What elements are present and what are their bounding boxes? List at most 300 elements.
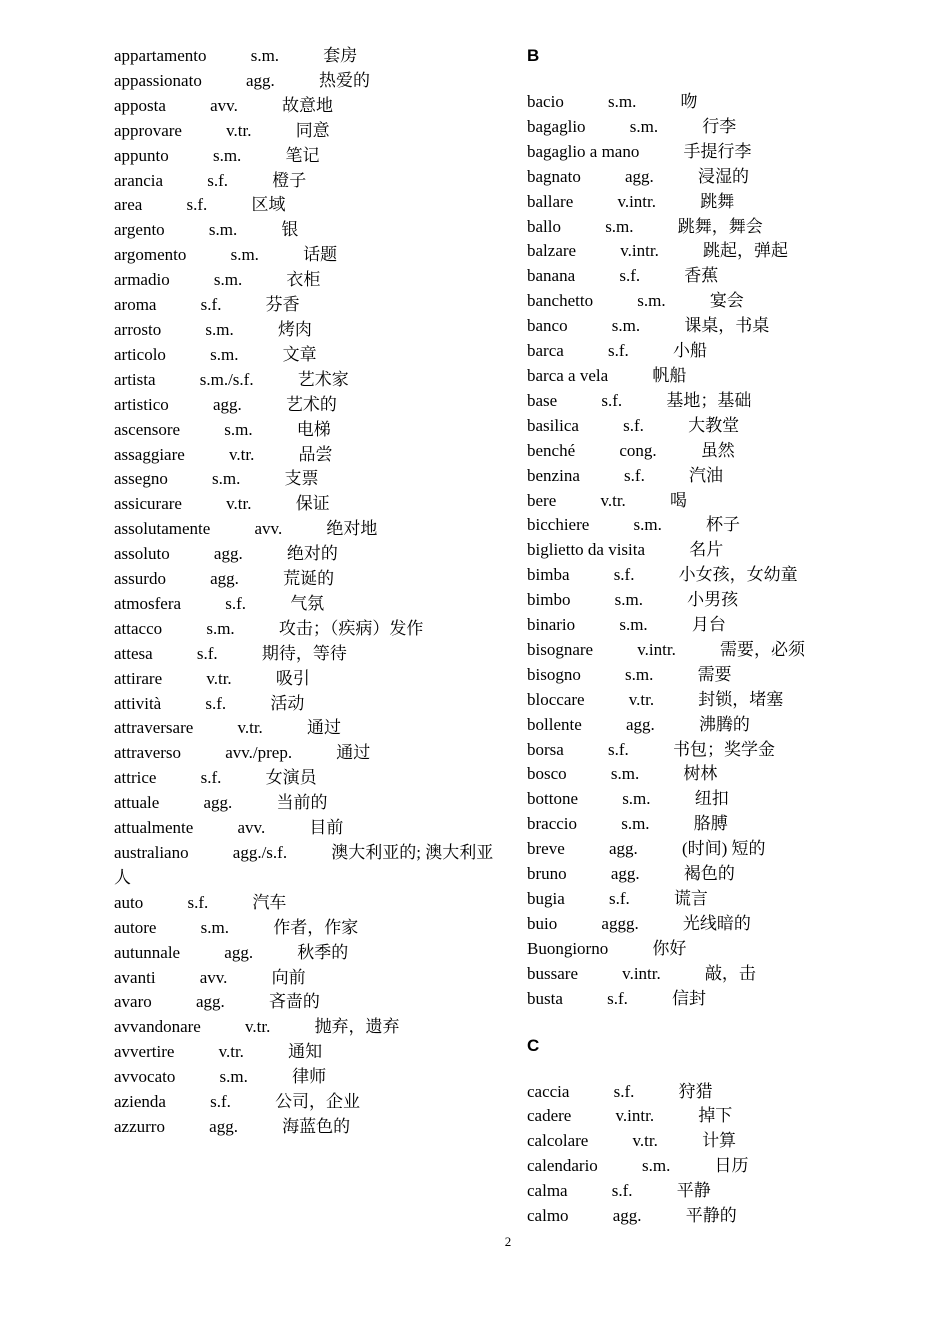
dictionary-entry (114, 467, 494, 492)
entry-word: assaggiare (114, 444, 185, 464)
entry-meaning: 名片 (689, 540, 724, 560)
entry-part-of-speech: v.tr. (218, 1042, 244, 1062)
entry-part-of-speech: s.m. (605, 216, 634, 236)
entry-word: bollente (527, 714, 582, 734)
entry-meaning: 日历 (714, 1156, 749, 1176)
entry-meaning: 故意地 (282, 95, 334, 115)
entry-word: Buongiorno (527, 938, 609, 958)
entry-meaning: 大教堂 (688, 415, 740, 435)
entry-meaning: 澳大利亚的; 澳大利亚人 (114, 843, 494, 887)
dictionary-entry (114, 393, 494, 418)
dictionary-entry (527, 464, 887, 489)
dictionary-entry (114, 766, 494, 791)
dictionary-entry (527, 1104, 887, 1129)
entry-meaning: 虽然 (700, 440, 735, 460)
entry-meaning: 品尝 (298, 444, 333, 464)
entry-meaning: 你好 (652, 938, 687, 958)
entry-part-of-speech: s.m. (629, 116, 659, 136)
entry-part-of-speech: v.intr. (617, 191, 657, 211)
section-spacer (527, 1012, 887, 1034)
entry-word: bosco (527, 764, 567, 784)
dictionary-entry (114, 492, 494, 517)
entry-part-of-speech: v.tr. (245, 1017, 271, 1037)
dictionary-entry (114, 243, 494, 268)
dictionary-entry (527, 289, 887, 314)
dictionary-entry (527, 1129, 887, 1154)
entry-part-of-speech: s.m. (212, 469, 241, 489)
dictionary-entry (114, 990, 494, 1015)
entry-word: armadio (114, 270, 170, 290)
entry-meaning: 当前的 (276, 793, 328, 813)
entry-meaning: 跳起，弹起 (703, 241, 789, 261)
entry-word: ascensore (114, 419, 181, 439)
entry-meaning: 话题 (303, 245, 338, 265)
entry-meaning: 纽扣 (694, 789, 729, 809)
dictionary-entry (527, 563, 887, 588)
section-c-list (527, 1080, 887, 1229)
entry-part-of-speech: avv. (254, 519, 283, 539)
entry-word: barca a vela (527, 365, 609, 385)
dictionary-entry (527, 887, 887, 912)
entry-meaning: 通过 (336, 743, 371, 763)
dictionary-entry (527, 538, 887, 563)
dictionary-entry (114, 741, 494, 766)
dictionary-entry (527, 987, 887, 1012)
dictionary-entry (114, 816, 494, 841)
entry-part-of-speech: agg. (246, 70, 275, 90)
dictionary-entry (114, 642, 494, 667)
entry-part-of-speech: s.m. (213, 270, 243, 290)
dictionary-entry (527, 962, 887, 987)
entry-word: bloccare (527, 689, 585, 709)
dictionary-entry (114, 891, 494, 916)
dictionary-entry (114, 144, 494, 169)
entry-word: assicurare (114, 494, 182, 514)
entry-word: avvandonare (114, 1017, 201, 1037)
entry-meaning: 向前 (271, 967, 306, 987)
entry-meaning: 汽油 (689, 465, 724, 485)
dictionary-entry (114, 343, 494, 368)
entry-meaning: 银 (281, 220, 299, 240)
entry-part-of-speech: agg. (195, 992, 225, 1012)
entry-meaning: 女演员 (265, 768, 317, 788)
entry-part-of-speech: s.m. (611, 316, 641, 336)
dictionary-entry (527, 389, 887, 414)
entry-meaning: 攻击；（疾病）发作 (278, 618, 424, 638)
entry-word: azienda (114, 1092, 166, 1112)
dictionary-entry (527, 165, 887, 190)
entry-word: avaro (114, 992, 152, 1012)
entry-meaning: 香蕉 (684, 266, 719, 286)
entry-meaning: 荒诞的 (283, 569, 335, 589)
entry-part-of-speech: s.m. (219, 1067, 248, 1087)
entry-word: avanti (114, 967, 156, 987)
entry-meaning: 艺术家 (297, 369, 349, 389)
entry-meaning: 狩猎 (678, 1081, 713, 1101)
right-column (527, 44, 887, 1229)
dictionary-entry (114, 567, 494, 592)
dictionary-entry (114, 617, 494, 642)
entry-meaning: 绝对的 (286, 544, 338, 564)
entry-meaning: 海蓝色的 (282, 1116, 351, 1136)
entry-part-of-speech: s.f. (210, 1092, 231, 1112)
entry-meaning: 平静的 (685, 1206, 737, 1226)
entry-word: binario (527, 615, 576, 635)
entry-word: assegno (114, 469, 168, 489)
entry-meaning: 笔记 (285, 145, 320, 165)
entry-part-of-speech: s.f. (601, 390, 623, 410)
entry-word: arrosto (114, 319, 162, 339)
entry-meaning: 支票 (284, 469, 319, 489)
entry-word: appartamento (114, 46, 207, 65)
entry-word: banana (527, 266, 576, 286)
entry-meaning: 跳舞 (700, 191, 735, 211)
entry-part-of-speech: s.f. (624, 465, 645, 485)
entry-word: assoluto (114, 544, 170, 564)
entry-meaning: 封锁，堵塞 (698, 689, 784, 709)
dictionary-entry (114, 916, 494, 941)
dictionary-entry (114, 1065, 494, 1090)
dictionary-entry (114, 218, 494, 243)
dictionary-entry (527, 1204, 887, 1229)
dictionary-entry (527, 439, 887, 464)
entry-part-of-speech: s.m. (633, 515, 662, 535)
entry-meaning: 吻 (680, 92, 698, 111)
dictionary-entry (527, 190, 887, 215)
entry-word: benzina (527, 465, 580, 485)
dictionary-entry (527, 414, 887, 439)
entry-part-of-speech: s.m. (621, 814, 650, 834)
entry-part-of-speech: s.f. (613, 1081, 635, 1101)
entry-part-of-speech: s.f. (200, 768, 222, 788)
entry-meaning: 衣柜 (286, 270, 321, 290)
section-heading-c: C (527, 1035, 540, 1055)
entry-word: attrice (114, 768, 157, 788)
entry-meaning: 同意 (295, 120, 330, 140)
entry-part-of-speech: s.m. (250, 46, 280, 65)
entry-word: bagaglio (527, 116, 586, 136)
entry-part-of-speech: agg. (612, 1206, 642, 1226)
dictionary-entry (114, 1115, 494, 1140)
entry-meaning: 芬香 (265, 295, 300, 315)
entry-meaning: 需要 (697, 664, 732, 684)
entry-meaning: 基地；基础 (666, 390, 752, 410)
entry-part-of-speech: avv. (210, 95, 238, 115)
entry-word: australiano (114, 843, 189, 862)
entry-word: autore (114, 917, 157, 937)
entry-part-of-speech: v.tr. (632, 1131, 658, 1151)
entry-meaning: 需要，必须 (720, 639, 806, 659)
dictionary-entry (527, 513, 887, 538)
dictionary-entry (114, 1040, 494, 1065)
entry-word: aroma (114, 295, 157, 315)
dictionary-entry (527, 314, 887, 339)
entry-meaning: 月台 (691, 615, 726, 635)
entry-word: banco (527, 316, 568, 336)
entry-part-of-speech: s.f. (187, 892, 209, 912)
entry-part-of-speech: s.f. (608, 341, 629, 361)
entry-meaning: 手提行李 (683, 141, 752, 161)
entry-meaning: 保证 (295, 494, 330, 514)
entry-word: bagnato (527, 166, 581, 186)
entry-word: bicchiere (527, 515, 590, 535)
dictionary-entry (114, 94, 494, 119)
entry-part-of-speech: s.f. (623, 415, 644, 435)
entry-part-of-speech: v.intr. (622, 963, 661, 983)
dictionary-entry (527, 1179, 887, 1204)
entry-part-of-speech: s.f. (200, 295, 222, 315)
entry-word: caccia (527, 1081, 570, 1101)
dictionary-entry (527, 239, 887, 264)
section-b-list (527, 90, 887, 1012)
dictionary-entry (527, 613, 887, 638)
entry-meaning: 小女孩，女幼童 (678, 565, 798, 585)
entry-part-of-speech: v.tr. (600, 490, 626, 510)
dictionary-entry (527, 489, 887, 514)
entry-part-of-speech: v.tr. (229, 444, 255, 464)
entry-meaning: 喝 (669, 490, 687, 510)
entry-meaning: 吝啬的 (268, 992, 320, 1012)
entry-meaning: 秋季的 (297, 942, 349, 962)
entry-word: bugia (527, 889, 565, 908)
entry-meaning: 宴会 (709, 291, 744, 311)
section-spacer (527, 68, 887, 90)
entry-word: buio (527, 913, 558, 933)
dictionary-entry (114, 1015, 494, 1040)
entry-meaning: 绝对地 (326, 519, 378, 539)
entry-meaning: 沸腾的 (698, 714, 750, 734)
entry-word: bagaglio a mano (527, 141, 640, 161)
dictionary-entry (527, 115, 887, 140)
entry-part-of-speech: agg. (209, 1116, 238, 1136)
entry-word: arancia (114, 170, 164, 190)
left-column (114, 44, 494, 1140)
entry-meaning: 计算 (702, 1131, 737, 1151)
entry-part-of-speech: v.intr. (615, 1106, 655, 1126)
entry-word: argomento (114, 245, 187, 265)
entry-word: attesa (114, 643, 153, 663)
page-number: 2 (504, 1234, 512, 1249)
entry-part-of-speech: avv. (199, 967, 228, 987)
entry-part-of-speech: v.intr. (620, 241, 659, 261)
entry-meaning: 文章 (282, 344, 317, 364)
dictionary-entry (114, 692, 494, 717)
dictionary-entry (527, 762, 887, 787)
section-spacer (527, 1058, 887, 1080)
dictionary-entry (114, 293, 494, 318)
dictionary-entry (114, 841, 494, 891)
entry-meaning: 行李 (702, 116, 737, 136)
entry-part-of-speech: agg. (213, 544, 243, 564)
entry-word: bisogno (527, 664, 581, 684)
entry-meaning: 跳舞，舞会 (677, 216, 763, 236)
entry-meaning: 帆船 (652, 365, 687, 385)
entry-word: avvertire (114, 1042, 175, 1062)
entry-part-of-speech: avv./prep. (225, 743, 293, 763)
dictionary-entry (527, 713, 887, 738)
entry-part-of-speech: agg. (224, 942, 254, 962)
entry-meaning: 浸湿的 (698, 166, 749, 186)
entry-meaning: 区域 (251, 195, 286, 215)
entry-word: argento (114, 220, 165, 240)
entry-part-of-speech: s.m. (210, 344, 239, 364)
dictionary-entry (527, 837, 887, 862)
entry-word: assolutamente (114, 519, 211, 539)
dictionary-entry (114, 44, 494, 69)
entry-meaning: 吸引 (275, 668, 310, 688)
entry-word: braccio (527, 814, 578, 834)
entry-meaning: 热爱的 (319, 70, 370, 90)
entry-meaning: 气氛 (290, 593, 325, 613)
entry-meaning: 杯子 (706, 515, 741, 535)
entry-meaning: 艺术的 (285, 394, 337, 414)
entry-word: base (527, 390, 558, 410)
dictionary-entry (114, 791, 494, 816)
entry-meaning: 抛弃，遗弃 (314, 1017, 400, 1037)
dictionary-entry (527, 140, 887, 165)
entry-word: breve (527, 839, 565, 859)
dictionary-entry (114, 542, 494, 567)
dictionary-entry (527, 862, 887, 887)
entry-part-of-speech: s.f. (608, 889, 630, 908)
dictionary-entry (114, 119, 494, 144)
entry-part-of-speech: s.m. (610, 764, 640, 784)
dictionary-entry (114, 268, 494, 293)
dictionary-entry (527, 638, 887, 663)
entry-part-of-speech: s.m. (619, 615, 648, 635)
entry-part-of-speech: s.m. (614, 590, 643, 610)
entry-meaning: 橙子 (272, 170, 307, 190)
entry-meaning: 课桌，书桌 (684, 316, 770, 336)
entry-part-of-speech: s.m. (205, 319, 234, 339)
dictionary-entry (527, 90, 887, 115)
entry-meaning: 目前 (309, 818, 344, 838)
entry-part-of-speech: s.f. (619, 266, 641, 286)
entry-word: attacco (114, 618, 163, 638)
entry-meaning: 掉下 (698, 1106, 733, 1126)
entry-word: basilica (527, 415, 579, 435)
entry-word: attirare (114, 668, 163, 688)
entry-part-of-speech: s.f. (186, 195, 208, 215)
dictionary-entry (527, 588, 887, 613)
dictionary-entry (527, 1154, 887, 1179)
entry-word: artistico (114, 394, 169, 414)
dictionary-entry (527, 787, 887, 812)
entry-part-of-speech: cong. (619, 440, 657, 460)
entry-meaning: 律师 (292, 1067, 327, 1087)
dictionary-entry (527, 264, 887, 289)
entry-part-of-speech: s.f. (205, 693, 227, 713)
entry-meaning: (时间) 短的 (681, 839, 766, 859)
dictionary-entry (114, 592, 494, 617)
entry-word: benché (527, 440, 576, 460)
entry-part-of-speech: v.intr. (637, 639, 676, 659)
entry-part-of-speech: s.f. (225, 593, 246, 613)
dictionary-entry (114, 667, 494, 692)
entry-word: azzurro (114, 1116, 165, 1136)
entry-word: bruno (527, 864, 567, 884)
entry-word: bere (527, 490, 557, 510)
entry-part-of-speech: v.tr. (226, 120, 252, 140)
entry-part-of-speech: avv. (237, 818, 266, 838)
entry-meaning: 敲，击 (704, 963, 756, 983)
entry-word: assurdo (114, 569, 166, 589)
entry-part-of-speech: s.m. (208, 220, 238, 240)
entry-part-of-speech: s.m. (625, 664, 654, 684)
dictionary-entry (527, 912, 887, 937)
entry-word: ballo (527, 216, 561, 236)
entry-meaning: 通过 (307, 718, 341, 738)
dictionary-entry (114, 517, 494, 542)
entry-word: appassionato (114, 70, 202, 90)
dictionary-entry (114, 69, 494, 94)
entry-word: calcolare (527, 1131, 589, 1151)
dictionary-entry (527, 364, 887, 389)
entry-meaning: 作者，作家 (273, 917, 359, 937)
entry-part-of-speech: s.m. (622, 789, 651, 809)
entry-word: banchetto (527, 291, 594, 311)
entry-meaning: 胳膊 (693, 814, 728, 834)
dictionary-entry (527, 663, 887, 688)
entry-word: apposta (114, 95, 166, 115)
dictionary-entry (114, 966, 494, 991)
entry-part-of-speech: agg. (210, 569, 239, 589)
dictionary-entry (114, 716, 494, 741)
entry-word: biglietto da visita (527, 540, 646, 560)
entry-part-of-speech: s.m. (224, 419, 253, 439)
entry-part-of-speech: s.m./s.f. (199, 369, 254, 389)
entry-part-of-speech: s.m. (230, 245, 259, 265)
entry-part-of-speech: s.m. (608, 92, 637, 111)
entry-part-of-speech: agg. (625, 714, 655, 734)
entry-part-of-speech: s.m. (200, 917, 230, 937)
entry-part-of-speech: s.f. (207, 170, 229, 190)
entry-part-of-speech: agg. (610, 864, 640, 884)
entry-meaning: 小男孩 (687, 590, 739, 610)
dictionary-entry (114, 169, 494, 194)
entry-part-of-speech: s.m. (206, 618, 235, 638)
entry-word: calma (527, 1181, 568, 1201)
entry-meaning: 褐色的 (683, 864, 735, 884)
dictionary-entry (527, 738, 887, 763)
entry-meaning: 套房 (323, 46, 358, 65)
entry-part-of-speech: s.m. (641, 1156, 671, 1176)
entry-word: bottone (527, 789, 578, 809)
dictionary-entry (527, 812, 887, 837)
entry-part-of-speech: v.tr. (237, 718, 263, 738)
entry-meaning: 期待，等待 (261, 643, 347, 663)
entry-word: bisognare (527, 639, 594, 659)
entry-word: borsa (527, 739, 564, 759)
entry-word: approvare (114, 120, 182, 140)
dictionary-entry (114, 318, 494, 343)
entry-word: atmosfera (114, 593, 182, 613)
entry-meaning: 电梯 (296, 419, 331, 439)
entry-word: area (114, 195, 143, 215)
entry-part-of-speech: aggg. (601, 913, 639, 933)
entry-part-of-speech: s.f. (611, 1181, 633, 1201)
entry-part-of-speech: v.tr. (628, 689, 655, 709)
entry-word: ballare (527, 191, 574, 211)
entry-word: balzare (527, 241, 577, 261)
entry-word: bimba (527, 565, 570, 585)
dictionary-entry (527, 215, 887, 240)
dictionary-entry (114, 418, 494, 443)
dictionary-entry (527, 688, 887, 713)
entry-meaning: 小船 (672, 341, 707, 361)
dictionary-entry (527, 339, 887, 364)
entry-part-of-speech: s.f. (196, 643, 218, 663)
